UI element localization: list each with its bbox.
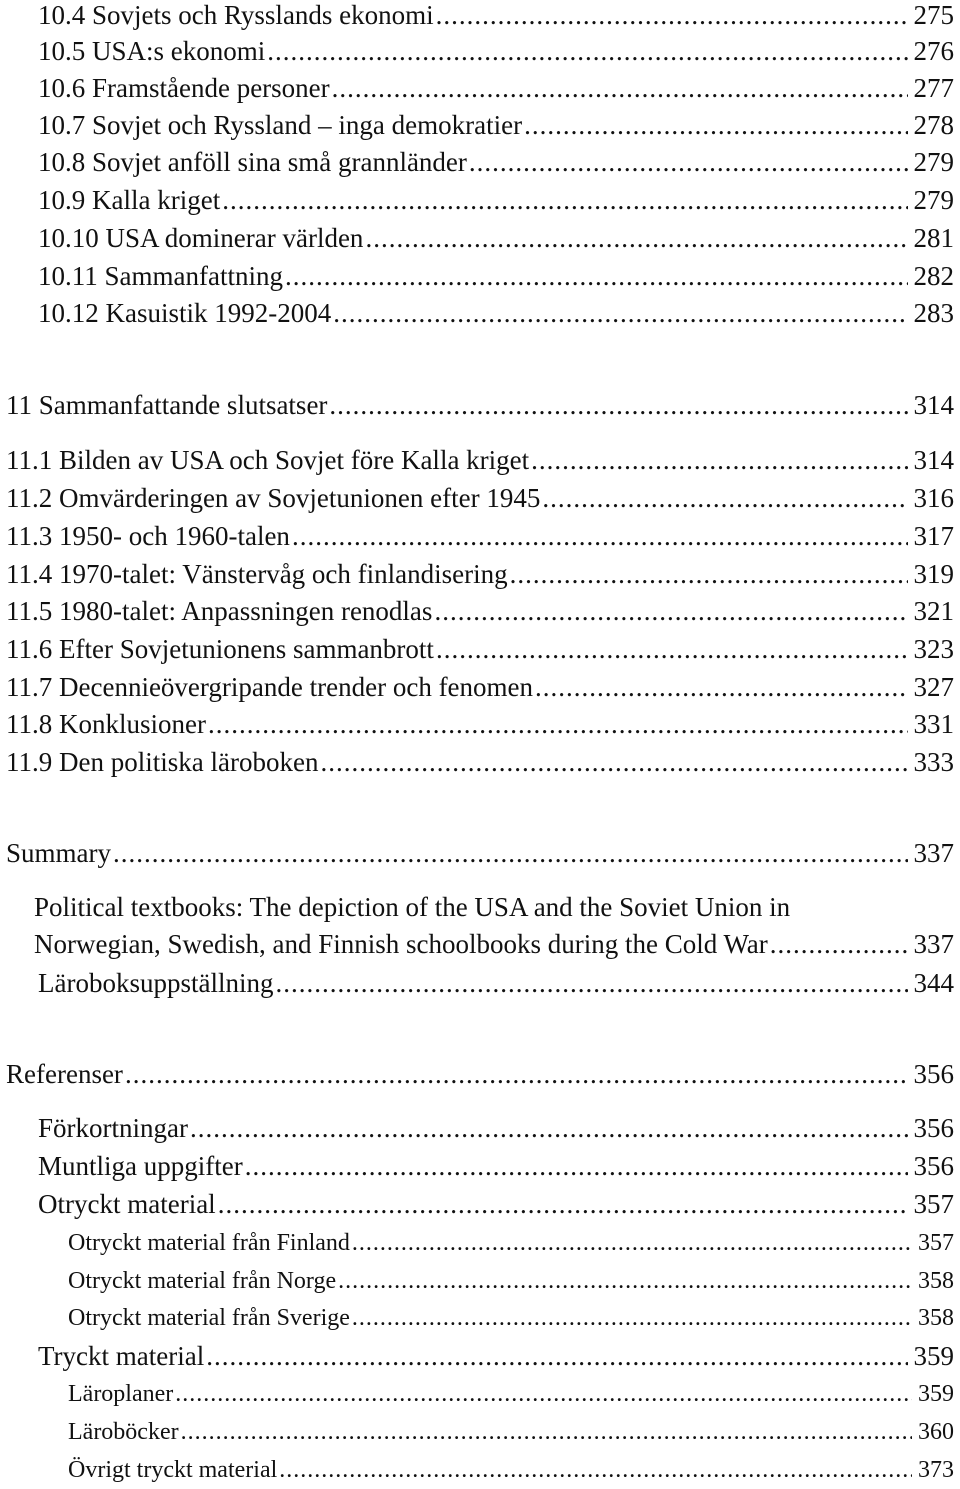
toc-entry-label: 10.8 Sovjet anföll sina små grannländer [38, 147, 467, 177]
toc-entry-label: 11.9 Den politiska läroboken [6, 747, 319, 777]
leader-dots [524, 108, 907, 142]
toc-entry-page: 331 [913, 709, 954, 739]
toc-entry-label: 11.3 1950- och 1960-talen [6, 521, 290, 551]
toc-entry-label: 11 Sammanfattande slutsatser [6, 390, 328, 420]
toc-entry-page: 279 [913, 147, 954, 177]
toc-entry-page: 279 [913, 185, 954, 215]
toc-entry-page: 317 [913, 521, 954, 551]
toc-entry-label: 10.4 Sovjets och Rysslands ekonomi [38, 0, 434, 30]
leader-dots [436, 0, 908, 32]
toc-entry-page: 337 [913, 838, 954, 868]
toc-chapter [6, 388, 954, 422]
toc-entry-label: Summary [6, 838, 111, 868]
leader-dots [222, 183, 907, 217]
toc-entry [6, 594, 954, 628]
leader-dots [365, 221, 907, 255]
toc-entry [6, 707, 954, 741]
toc-entry-page: 359 [918, 1381, 954, 1407]
toc-entry-page: 333 [913, 747, 954, 777]
toc-entry-label: Tryckt material [38, 1341, 205, 1371]
toc-entry-page: 321 [913, 596, 954, 626]
toc-subentry [68, 1455, 954, 1485]
toc-subentry [68, 1379, 954, 1409]
leader-dots [770, 927, 908, 961]
toc-entry-label: 11.6 Efter Sovjetunionens sammanbrott [6, 634, 434, 664]
toc-entry [6, 670, 954, 704]
toc-entry-label: Otryckt material [38, 1189, 216, 1219]
toc-entry [38, 1339, 954, 1373]
leader-dots [352, 1228, 912, 1258]
toc-entry-label: Läroboksuppställning [38, 968, 274, 998]
toc-entry-page: 278 [913, 110, 954, 140]
toc-entry-label: Muntliga uppgifter [38, 1151, 243, 1181]
toc-entry [38, 296, 954, 330]
toc-entry-page: 360 [918, 1419, 954, 1445]
toc-entry-label: 11.4 1970-talet: Vänstervåg och finlandisering [6, 559, 508, 589]
summary-title-line-1: Political textbooks: The depiction of the USA and the Soviet Union in [34, 892, 791, 922]
leader-dots [531, 443, 907, 477]
toc-chapter [6, 1057, 954, 1091]
leader-dots [125, 1057, 908, 1091]
leader-dots [218, 1187, 908, 1221]
toc-entry-page: 277 [913, 73, 954, 103]
toc-entry-page: 281 [913, 223, 954, 253]
toc-entry-page: 337 [913, 929, 954, 959]
toc-entry-label: 10.12 Kasuistik 1992-2004 [38, 298, 332, 328]
leader-dots [190, 1111, 908, 1145]
toc-entry [6, 557, 954, 591]
toc-entry [38, 183, 954, 217]
leader-dots [175, 1379, 912, 1409]
leader-dots [352, 1303, 912, 1333]
toc-entry-label: Otryckt material från Finland [68, 1230, 350, 1256]
leader-dots [338, 1266, 912, 1296]
toc-entry [6, 443, 954, 477]
leader-dots [469, 145, 908, 179]
leader-dots [279, 1455, 912, 1485]
toc-subentry [68, 1417, 954, 1447]
toc-entry-page: 316 [913, 483, 954, 513]
toc-entry-label: Läroböcker [68, 1419, 179, 1445]
toc-entry [34, 927, 954, 961]
toc-entry-label: Övrigt tryckt material [68, 1457, 278, 1483]
leader-dots [208, 707, 908, 741]
toc-entry [38, 1111, 954, 1145]
toc-entry-label: 11.2 Omvärderingen av Sovjetunionen efter 1945 [6, 483, 541, 513]
leader-dots [285, 259, 908, 293]
toc-entry-page: 275 [913, 0, 954, 30]
summary-english-title [34, 889, 956, 926]
toc-entry-page: 314 [913, 445, 954, 475]
toc-subentry [68, 1303, 954, 1333]
toc-subentry [68, 1266, 954, 1296]
toc-entry [38, 71, 954, 105]
toc-entry-page: 356 [913, 1151, 954, 1181]
toc-entry-page: 357 [913, 1189, 954, 1219]
toc-entry [6, 745, 954, 779]
toc-entry [6, 481, 954, 515]
leader-dots [275, 966, 907, 1000]
toc-entry-label: 10.5 USA:s ekonomi [38, 36, 266, 66]
toc-chapter [6, 836, 954, 870]
toc-entry [38, 34, 954, 68]
toc-entry-label: 10.6 Framstående personer [38, 73, 330, 103]
toc-entry-label: Otryckt material från Sverige [68, 1305, 350, 1331]
toc-entry-page: 358 [918, 1268, 954, 1294]
toc-entry-label: Förkortningar [38, 1113, 188, 1143]
leader-dots [329, 388, 907, 422]
toc-entry [38, 221, 954, 255]
leader-dots [542, 481, 907, 515]
toc-entry-label: 11.1 Bilden av USA och Sovjet före Kalla kriget [6, 445, 530, 475]
leader-dots [206, 1339, 907, 1373]
toc-entry-page: 327 [913, 672, 954, 702]
leader-dots [292, 519, 908, 553]
toc-entry [38, 1149, 954, 1183]
toc-entry-label: Läroplaner [68, 1381, 174, 1407]
toc-entry [38, 966, 954, 1000]
toc-entry-page: 282 [913, 261, 954, 291]
toc-entry [38, 145, 954, 179]
leader-dots [333, 296, 907, 330]
toc-entry-page: 344 [913, 968, 954, 998]
toc-entry-page: 283 [913, 298, 954, 328]
toc-entry [38, 108, 954, 142]
toc-entry-label: 10.10 USA dominerar världen [38, 223, 364, 253]
leader-dots [332, 71, 908, 105]
toc-entry [38, 259, 954, 293]
toc-entry-label: Otryckt material från Norge [68, 1268, 337, 1294]
toc-entry-label: Referenser [6, 1059, 123, 1089]
toc-entry-page: 356 [913, 1059, 954, 1089]
leader-dots [434, 594, 907, 628]
leader-dots [181, 1417, 912, 1447]
toc-entry-page: 319 [913, 559, 954, 589]
toc-entry-label: 10.9 Kalla kriget [38, 185, 221, 215]
toc-entry-page: 276 [913, 36, 954, 66]
leader-dots [267, 34, 907, 68]
toc-entry-page: 356 [913, 1113, 954, 1143]
toc-entry-label: 11.7 Decennieövergripande trender och fenomen [6, 672, 534, 702]
toc-entry-page: 357 [918, 1230, 954, 1256]
toc-entry [6, 632, 954, 666]
toc-entry [38, 0, 954, 32]
leader-dots [535, 670, 907, 704]
leader-dots [510, 557, 908, 591]
toc-entry-label: 10.7 Sovjet och Ryssland – inga demokratier [38, 110, 523, 140]
toc-entry-page: 314 [913, 390, 954, 420]
leader-dots [113, 836, 908, 870]
toc-entry [6, 519, 954, 553]
toc-entry-page: 323 [913, 634, 954, 664]
toc-subentry [68, 1228, 954, 1258]
toc-entry-page: 358 [918, 1305, 954, 1331]
toc-entry [38, 1187, 954, 1221]
toc-entry-label: 11.8 Konklusioner [6, 709, 206, 739]
toc-entry-label: 10.11 Sammanfattning [38, 261, 283, 291]
leader-dots [245, 1149, 908, 1183]
leader-dots [436, 632, 908, 666]
summary-title-line-2: Norwegian, Swedish, and Finnish schoolbooks during the Cold War [34, 929, 768, 959]
toc-entry-label: 11.5 1980-talet: Anpassningen renodlas [6, 596, 433, 626]
toc-entry-page: 373 [918, 1457, 954, 1483]
toc-entry-page: 359 [913, 1341, 954, 1371]
leader-dots [320, 745, 907, 779]
